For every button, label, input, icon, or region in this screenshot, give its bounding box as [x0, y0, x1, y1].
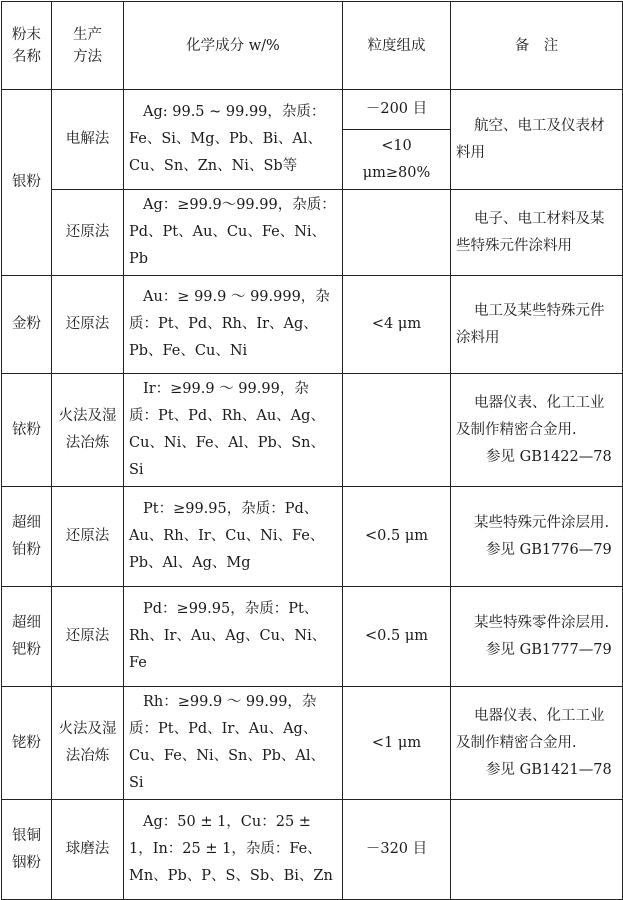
- composition-cell: Pd：≥99.95，杂质：Pt、Rh、Ir、Au、Ag、Cu、Ni、Fe: [124, 587, 343, 687]
- header-composition: 化学成分 w/%: [124, 2, 343, 90]
- note-cell: [451, 90, 623, 190]
- note-cell: [451, 374, 623, 487]
- composition-cell: Pt：≥99.95，杂质：Pd、Au、Rh、Ir、Cu、Ni、Fe、Pb、Al、Ag、Mg: [124, 487, 343, 587]
- powder-name-cell: 银铜铟粉: [2, 800, 52, 900]
- method-cell: 火法及湿法冶炼: [52, 687, 124, 800]
- header-powder-name: [2, 2, 52, 90]
- size-cell: <4 μm: [343, 276, 451, 374]
- size-cell: <0.5 μm: [343, 487, 451, 587]
- composition-cell: Ag：50 ± 1，Cu：25 ± 1，In：25 ± 1，杂质：Fe、Mn、Pb、P、S、Sb、Bi、Zn: [124, 800, 343, 900]
- powder-name-cell: 铱粉: [2, 374, 52, 487]
- note-reference: 参见 GB1421—78: [486, 761, 612, 778]
- note-cell: [451, 800, 623, 900]
- header-name-text: 粉末 名称: [12, 26, 41, 65]
- powder-name-cell: 超细钯粉: [2, 587, 52, 687]
- note-text: 电器仪表、化工工业及制作精密合金用.: [456, 394, 605, 438]
- composition-cell: Rh：≥99.9 ～ 99.99，杂质：Pt、Pd、Ir、Au、Ag、Cu、Fe、Ni、Sn、Pb、Al、Si: [124, 687, 343, 800]
- powder-name-cell: 超细铂粉: [2, 487, 52, 587]
- size-cell: <10 μm≥80%: [343, 130, 451, 190]
- header-method-text: 生产 方法: [73, 26, 102, 65]
- note-text: 电器仪表、化工工业及制作精密合金用.: [456, 707, 605, 751]
- header-note: 备 注: [451, 2, 623, 90]
- note-reference: 参见 GB1777—79: [486, 641, 612, 658]
- table-row: [2, 687, 623, 800]
- size-cell: <1 μm: [343, 687, 451, 800]
- note-text: 航空、电工及仪表材料用: [456, 117, 605, 161]
- table-row: [2, 190, 623, 276]
- note-text: 电工及某些特殊元件涂料用: [456, 302, 605, 346]
- table-row: [2, 276, 623, 374]
- powder-name-cell: 金粉: [2, 276, 52, 374]
- table-row: [2, 374, 623, 487]
- powder-name-cell: 银粉: [2, 90, 52, 276]
- table-row: [2, 800, 623, 900]
- note-reference: 参见 GB1422—78: [486, 448, 612, 465]
- table-row: [2, 587, 623, 687]
- method-cell: 还原法: [52, 587, 124, 687]
- note-cell: [451, 190, 623, 276]
- composition-cell: Ag: 99.5 ~ 99.99，杂质：Fe、Si、Mg、Pb、Bi、Al、Cu、Sn、Zn、Ni、Sb等: [124, 90, 343, 190]
- size-cell: <0.5 μm: [343, 587, 451, 687]
- header-method: [52, 2, 124, 90]
- note-cell: [451, 487, 623, 587]
- composition-cell: Ag：≥99.9～99.99，杂质：Pd、Pt、Au、Cu、Fe、Ni、Pb: [124, 190, 343, 276]
- method-cell: 球磨法: [52, 800, 124, 900]
- note-text: 电子、电工材料及某些特殊元件涂料用: [456, 210, 605, 254]
- method-cell: 还原法: [52, 487, 124, 587]
- table-row: [2, 90, 623, 130]
- method-cell: 火法及湿法冶炼: [52, 374, 124, 487]
- note-cell: [451, 276, 623, 374]
- note-reference: 参见 GB1776—79: [486, 541, 612, 558]
- method-cell: 电解法: [52, 90, 124, 190]
- method-cell: 还原法: [52, 190, 124, 276]
- powder-spec-table: [1, 1, 623, 900]
- table-row: [2, 487, 623, 587]
- header-row: [2, 2, 623, 90]
- powder-name-cell: 铑粉: [2, 687, 52, 800]
- note-cell: [451, 587, 623, 687]
- note-text: 某些特殊元件涂层用.: [474, 514, 610, 531]
- header-size: 粒度组成: [343, 2, 451, 90]
- composition-cell: Au：≥ 99.9 ～ 99.999，杂质：Pt、Pd、Rh、Ir、Ag、Pb、Fe、Cu、Ni: [124, 276, 343, 374]
- size-cell: [343, 190, 451, 276]
- note-text: 某些特殊零件涂层用.: [474, 614, 610, 631]
- size-cell: －320 目: [343, 800, 451, 900]
- size-cell: －200 目: [343, 90, 451, 130]
- method-cell: 还原法: [52, 276, 124, 374]
- size-cell: [343, 374, 451, 487]
- note-cell: [451, 687, 623, 800]
- composition-cell: Ir：≥99.9 ～ 99.99，杂质：Pt、Pd、Rh、Au、Ag、Cu、Ni、Fe、Al、Pb、Sn、Si: [124, 374, 343, 487]
